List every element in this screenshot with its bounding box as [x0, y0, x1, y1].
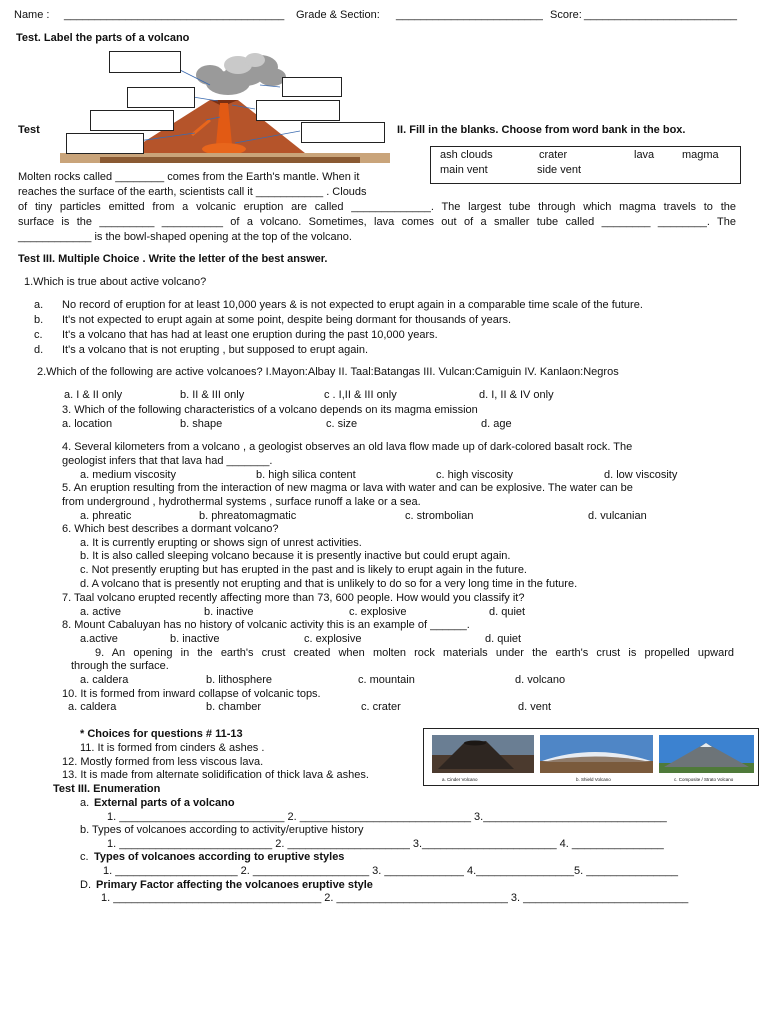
option-text[interactable]: b. high silica content — [256, 469, 356, 481]
fill-blank-line: surface is the _________ __________ of a volcano. Sometimes, lava comes out of a smaller tube called ________ ________. The — [18, 216, 736, 228]
option-text[interactable]: It's a volcano that has had at least one eruption during the past 10,000 years. — [62, 329, 438, 341]
option-text[interactable]: a.active — [80, 633, 118, 645]
option-text[interactable]: b. chamber — [206, 701, 262, 713]
question-9: 9. An opening in the earth's crust created when molten rock materials under the earth's crust is propelled upward — [95, 647, 734, 659]
question-2: 2.Which of the following are active volcanoes? I.Mayon:Albay II. Taal:Batangas III. Vulcan:Camiguin IV. Kanlaon:Negros — [37, 366, 619, 378]
option-text[interactable]: a. phreatic — [80, 510, 132, 522]
word-bank-item: magma — [682, 149, 719, 161]
name-label: Name : — [14, 9, 50, 21]
question-8: 8. Mount Cabaluyan has no history of volcanic activity this is an example of ______. — [62, 619, 470, 631]
fill-blank-line: ____________ is the bowl-shaped opening at the top of the volcano. — [18, 231, 352, 243]
option-text[interactable]: a. caldera — [80, 674, 129, 686]
enum-b-title: b. Types of volcanoes according to activity/eruptive history — [80, 824, 364, 836]
question-1: 1.Which is true about active volcano? — [24, 276, 207, 288]
question-11: 11. It is formed from cinders & ashes . — [80, 742, 265, 754]
option-text[interactable]: c. mountain — [358, 674, 415, 686]
question-9-cont: through the surface. — [71, 660, 169, 672]
label-box-5[interactable] — [282, 77, 342, 97]
question-10: 10. It is formed from inward collapse of volcanic tops. — [62, 688, 321, 700]
option-text[interactable]: d. age — [481, 418, 512, 430]
label-box-7[interactable] — [301, 122, 385, 143]
option-text[interactable]: d. vulcanian — [588, 510, 647, 522]
option-text[interactable]: a. It is currently erupting or shows sign of unrest activities. — [80, 537, 362, 549]
word-bank-item: ash clouds — [440, 149, 493, 161]
option-text[interactable]: c. crater — [361, 701, 401, 713]
question-6: 6. Which best describes a dormant volcano? — [62, 523, 279, 535]
test3-title: Test III. Multiple Choice . Write the letter of the best answer. — [18, 253, 328, 265]
option-text[interactable]: a. caldera — [68, 701, 117, 713]
label-box-2[interactable] — [127, 87, 195, 108]
option-text[interactable]: d. vent — [518, 701, 552, 713]
word-bank-item: lava — [634, 149, 655, 161]
word-bank-item: main vent — [440, 164, 488, 176]
question-4: 4. Several kilometers from a volcano , a geologist observes an old lava flow made up of dark-colored basalt rock. The — [62, 441, 633, 453]
choices-note: * Choices for questions # 11-13 — [80, 728, 243, 740]
question-5: 5. An eruption resulting from the interaction of new magma or lava with water and can be explosive. The water can be — [62, 482, 633, 494]
option-letter: b. — [34, 314, 44, 326]
question-3: 3. Which of the following characteristics of a volcano depends on its magma emission — [62, 404, 478, 416]
option-text[interactable]: a. medium viscosity — [80, 469, 176, 481]
word-bank-item: side vent — [537, 164, 582, 176]
photo-caption-composite: c. Composite / Strato Volcano — [674, 777, 734, 782]
label-box-3[interactable] — [90, 110, 174, 131]
volcano-diagram — [60, 45, 390, 163]
test-side-label: Test — [18, 124, 40, 136]
score-field[interactable]: _________________________ — [584, 9, 737, 21]
option-text[interactable]: b. inactive — [170, 633, 220, 645]
option-letter: d. — [34, 344, 44, 356]
option-text[interactable]: d. quiet — [489, 606, 526, 618]
option-text[interactable]: d. volcano — [515, 674, 566, 686]
question-4-cont: geologist infers that that lava had _______. — [62, 455, 273, 467]
test1-title: Test. Label the parts of a volcano — [16, 32, 190, 44]
option-text[interactable]: It's a volcano that is not erupting , but supposed to erupt again. — [62, 344, 369, 356]
enum-d-label: D. — [80, 879, 91, 891]
volcano-types-picture — [424, 729, 758, 777]
grade-section-field[interactable]: ________________________ — [396, 9, 543, 21]
option-text[interactable]: c. explosive — [304, 633, 362, 645]
enum-b-answers[interactable]: 1. _________________________ 2. ____________________ 3.______________________ 4. _______________ — [107, 838, 664, 850]
enum-d-title: Primary Factor affecting the volcanoes eruptive style — [96, 879, 373, 891]
question-13: 13. It is made from alternate solidification of thick lava & ashes. — [62, 769, 369, 781]
question-5-cont: from underground , hydrothermal systems , surface runoff a lake or a sea. — [62, 496, 421, 508]
enum-c-label: c. — [80, 851, 89, 863]
option-text[interactable]: b. II & III only — [180, 389, 245, 401]
word-bank-item: crater — [539, 149, 568, 161]
option-text[interactable]: d. A volcano that is presently not erupting and that is unlikely to do so for a very long time in the future. — [80, 578, 578, 590]
option-text[interactable]: a. I & II only — [64, 389, 123, 401]
option-text[interactable]: a. active — [80, 606, 121, 618]
enum-a-label: a. — [80, 797, 90, 809]
option-text[interactable]: b. It is also called sleeping volcano because it is presently inactive but could erupt again. — [80, 550, 511, 562]
option-text[interactable]: d. I, II & IV only — [479, 389, 554, 401]
photo-caption-cinder: a. Cinder Volcano — [442, 777, 478, 782]
option-text[interactable]: b. phreatomagmatic — [199, 510, 297, 522]
question-12: 12. Mostly formed from less viscous lava. — [62, 756, 264, 768]
option-text[interactable]: c. Not presently erupting but has erupted in the past and is likely to erupt again in the future. — [80, 564, 527, 576]
enumeration-title: Test III. Enumeration — [53, 783, 161, 795]
option-text[interactable]: b. lithosphere — [206, 674, 273, 686]
enum-c-answers[interactable]: 1. ____________________ 2. ___________________ 3. _____________ 4.________________5. _______________ — [103, 865, 679, 877]
option-text[interactable]: It's not expected to erupt again at some point, despite being dormant for thousands of years. — [62, 314, 512, 326]
option-letter: c. — [34, 329, 43, 341]
option-text[interactable]: d. low viscosity — [604, 469, 678, 481]
enum-d-answers[interactable]: 1. __________________________________ 2. ____________________________ 3. ___________________________ — [101, 892, 689, 904]
name-field[interactable]: ____________________________________ — [64, 9, 285, 21]
score-label: Score: — [550, 9, 582, 21]
option-text[interactable]: No record of eruption for at least 10,000 years & is not expected to erupt again in a comparable time scale of the future. — [62, 299, 643, 311]
option-text[interactable]: c. strombolian — [405, 510, 474, 522]
fill-blank-line: Molten rocks called ________ comes from the Earth's mantle. When it — [18, 171, 360, 183]
fill-blank-line: of tiny particles emitted from a volcanic eruption are called _____________. The largest tube through which magma travels to the — [18, 201, 736, 213]
volcano-types-photos — [423, 728, 759, 786]
enum-a-answers[interactable]: 1. ___________________________ 2. ____________________________ 3.______________________________ — [107, 811, 667, 823]
option-text[interactable]: c. high viscosity — [436, 469, 514, 481]
word-bank-box — [430, 146, 741, 184]
option-text[interactable]: c. explosive — [349, 606, 407, 618]
test2-title: II. Fill in the blanks. Choose from word bank in the box. — [397, 124, 686, 136]
label-box-4[interactable] — [66, 133, 144, 154]
enum-a-title: External parts of a volcano — [94, 797, 235, 809]
grade-section-label: Grade & Section: — [296, 9, 380, 21]
fill-blank-line: reaches the surface of the earth, scientists call it ___________ . Clouds — [18, 186, 367, 198]
option-text[interactable]: a. location — [62, 418, 113, 430]
label-box-1[interactable] — [109, 51, 181, 73]
option-text[interactable]: c . I,II & III only — [324, 389, 397, 401]
option-text[interactable]: b. shape — [180, 418, 223, 430]
option-text[interactable]: d. quiet — [485, 633, 522, 645]
option-text[interactable]: c. size — [326, 418, 358, 430]
option-letter: a. — [34, 299, 44, 311]
option-text[interactable]: b. inactive — [204, 606, 254, 618]
label-box-6[interactable] — [256, 100, 340, 121]
photo-caption-shield: b. Shield Volcano — [576, 777, 611, 782]
enum-c-title: Types of volcanoes according to eruptive styles — [94, 851, 345, 863]
question-7: 7. Taal volcano erupted recently affecting more than 73, 600 people. How would you classify it? — [62, 592, 525, 604]
